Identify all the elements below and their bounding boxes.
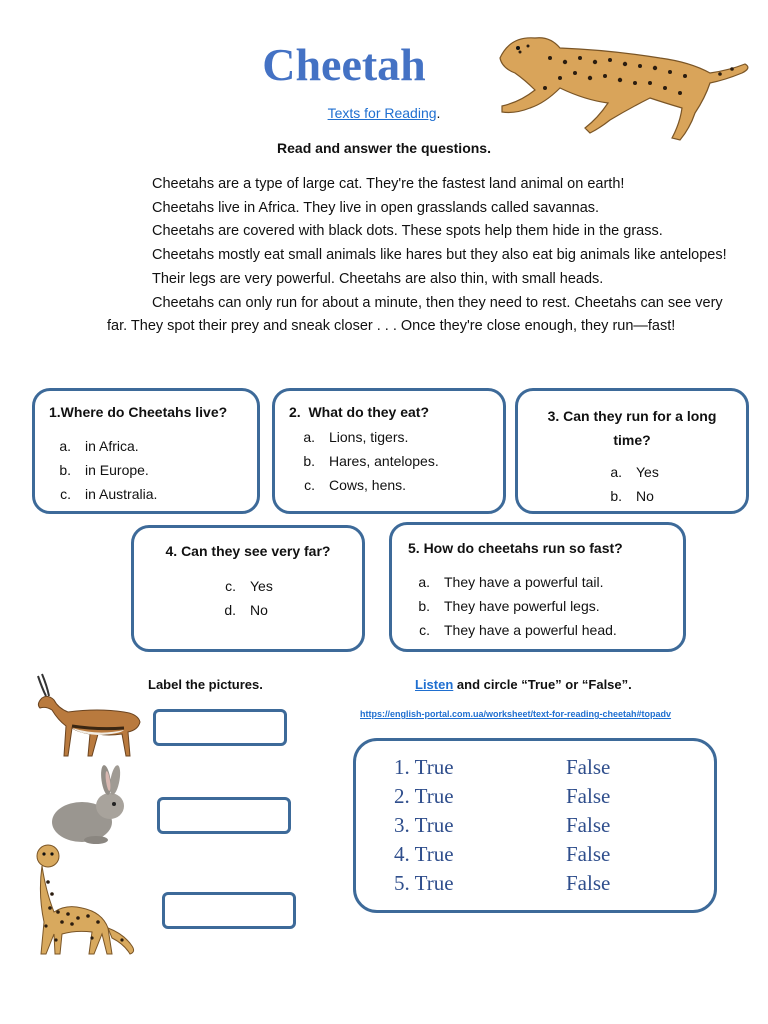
question-5-box [389,522,686,652]
label-answer-box[interactable] [157,797,291,834]
true-false-row [394,811,654,840]
true-false-row [394,869,654,898]
question-4: 4. Can they see very far? [165,543,331,559]
instruction: Read and answer the questions. [277,140,491,156]
true-false-list [394,753,654,898]
listen-link[interactable]: Listen [415,677,454,692]
option: b. They have powerful legs. [418,598,600,614]
cheetah-running-image [490,28,755,146]
option: a. Lions, tigers. [303,429,409,445]
antelope-image [28,668,152,764]
true-option[interactable]: 5. True [394,871,454,895]
question-2: 2. What do they eat? [289,404,430,420]
paragraph: Cheetahs mostly eat small animals like hares but they also eat big animals like antelopes! [152,247,727,264]
false-option[interactable]: False [566,871,611,895]
label-answer-box[interactable] [162,892,296,929]
cheetah-standing-image [32,842,142,960]
false-option[interactable]: False [566,813,611,837]
option: b. No [610,488,654,504]
true-option[interactable]: 1. True [394,755,454,779]
false-option[interactable]: False [566,784,611,808]
paragraph: Their legs are very powerful. Cheetahs are also thin, with small heads. [152,270,604,287]
paragraph: Cheetahs are a type of large cat. They're the fastest land animal on earth! [152,176,625,192]
option: a. They have a powerful tail. [418,574,604,590]
option: b. Hares, antelopes. [303,453,439,469]
paragraph: Cheetahs can only run for about a minute, then they need to rest. Cheetahs can see very far. They spot their prey and sneak closer . . . Once they're close enough, they run—fast! [107,294,723,335]
question-5-options [408,570,617,642]
reading-text [107,173,727,339]
option: b. in Europe. [59,462,149,478]
question-3: 3. Can they run for a long time? [547,408,717,448]
subtitle-suffix: . [436,105,441,121]
true-option[interactable]: 4. True [394,842,454,866]
paragraph: Cheetahs live in Africa. They live in open grasslands called savannas. [152,199,600,216]
true-false-box [353,738,717,913]
false-option[interactable]: False [566,842,611,866]
option: c. They have a powerful head. [419,622,617,638]
page-title: Cheetah [262,39,426,90]
question-1-box [32,388,260,514]
question-2-options [293,425,439,497]
option: c. Cows, hens. [304,477,407,493]
question-1: 1.Where do Cheetahs live? [49,404,228,420]
question-5: 5. How do cheetahs run so fast? [408,540,623,556]
true-option[interactable]: 2. True [394,784,454,808]
true-false-row [394,840,654,869]
paragraph: Cheetahs are covered with black dots. These spots help them hide in the grass. [152,223,663,240]
option: c. Yes [225,578,273,594]
label-answer-box[interactable] [153,709,287,746]
label-heading: Label the pictures. [148,677,263,692]
option: a. Yes [610,464,659,480]
rabbit-image [48,764,134,846]
listen-instruction [415,677,632,692]
source-url-link[interactable]: https://english-portal.com.ua/worksheet/text-for-reading-cheetah#topadv [360,709,672,719]
question-1-options [49,434,157,506]
true-false-row [394,753,654,782]
listen-instruction-text: and circle “True” or “False”. [453,677,632,692]
false-option[interactable]: False [566,755,611,779]
true-option[interactable]: 3. True [394,813,454,837]
question-3-box [515,388,749,514]
question-4-options [214,574,273,622]
texts-for-reading-link[interactable]: Texts for Reading [327,105,437,121]
true-false-row [394,782,654,811]
question-3-options [600,460,659,508]
question-2-box [272,388,506,514]
question-4-box [131,525,365,652]
subtitle [0,105,768,121]
option: d. No [224,602,268,618]
option: c. in Australia. [60,486,158,502]
option: a. in Africa. [59,438,139,454]
